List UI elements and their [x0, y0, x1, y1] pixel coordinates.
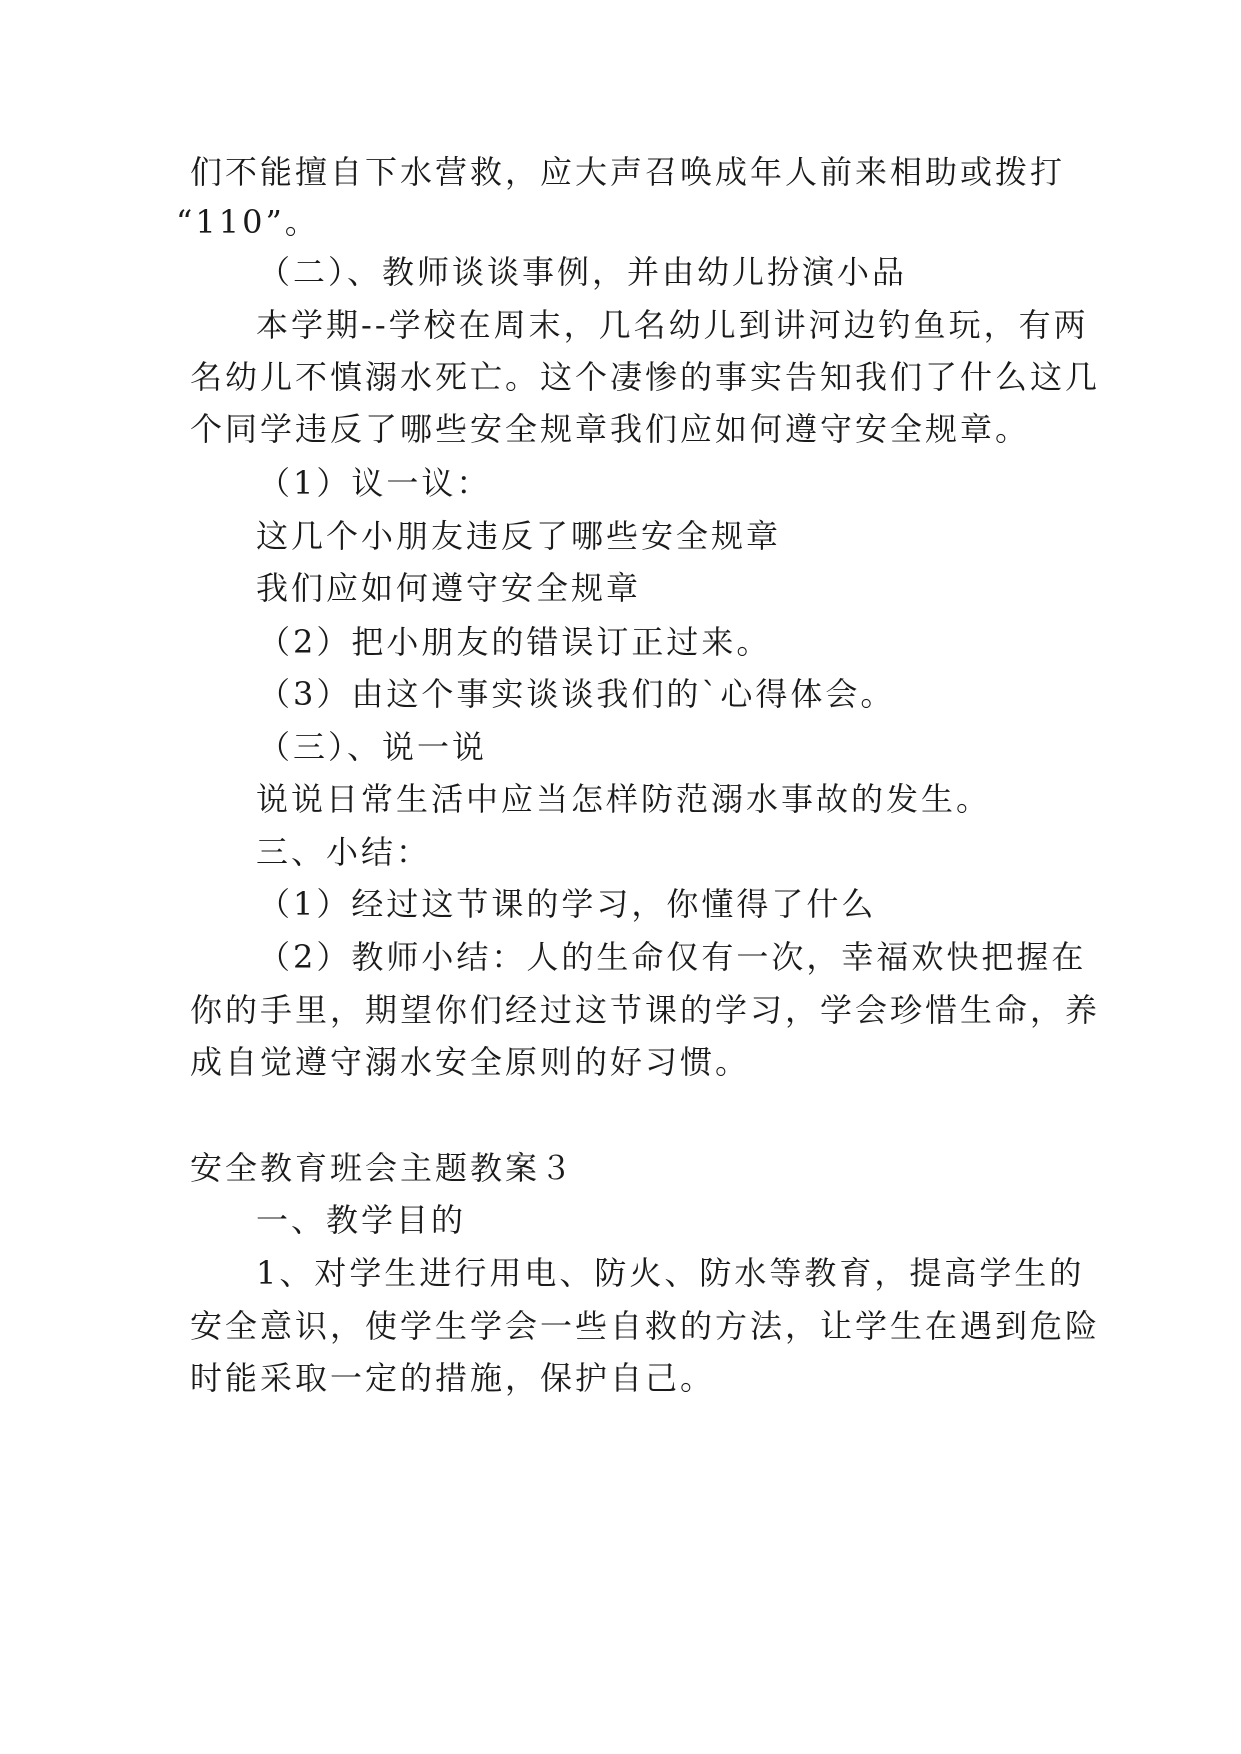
paragraph-line: 说说日常生活中应当怎样防范溺水事故的发生。: [256, 780, 992, 818]
section-heading: 三、小结：: [256, 833, 432, 871]
paragraph-line: 你的手里，期望你们经过这节课的学习，学会珍惜生命，养: [190, 991, 1101, 1029]
paragraph-line: 们不能擅自下水营救，应大声召唤成年人前来相助或拨打: [190, 153, 1066, 191]
document-title: 安全教育班会主题教案３: [190, 1149, 576, 1187]
paragraph-line: 我们应如何遵守安全规章: [256, 569, 642, 607]
paragraph-line: 1、对学生进行用电、防火、防水等教育，提高学生的: [256, 1254, 1085, 1292]
paragraph-line: 名幼儿不慎溺水死亡。这个凄惨的事实告知我们了什么这几: [190, 358, 1101, 396]
paragraph-line: 安全意识，使学生学会一些自救的方法，让学生在遇到危险: [190, 1307, 1101, 1345]
section-heading: （二）、教师谈谈事例，并由幼儿扮演小品: [258, 253, 908, 291]
list-item: （2）把小朋友的错误订正过来。: [258, 623, 772, 661]
section-heading: （三）、说一说: [258, 728, 488, 766]
list-item: （1）议一议：: [258, 464, 492, 502]
list-item: （1）经过这节课的学习，你懂得了什么: [258, 885, 877, 923]
paragraph-line: 这几个小朋友违反了哪些安全规章: [256, 517, 782, 555]
paragraph-line: 成自觉遵守溺水安全原则的好习惯。: [190, 1043, 751, 1081]
paragraph-line: 时能采取一定的措施，保护自己。: [190, 1359, 716, 1397]
paragraph-line: 本学期--学校在周末，几名幼儿到讲河边钓鱼玩，有两: [256, 306, 1089, 344]
list-item: （2）教师小结：人的生命仅有一次，幸福欢快把握在: [258, 938, 1087, 976]
list-item: （3）由这个事实谈谈我们的`心得体会。: [258, 675, 896, 713]
paragraph-line: “110”。: [176, 203, 320, 241]
paragraph-line: 个同学违反了哪些安全规章我们应如何遵守安全规章。: [190, 410, 1031, 448]
section-heading: 一、教学目的: [256, 1201, 467, 1239]
